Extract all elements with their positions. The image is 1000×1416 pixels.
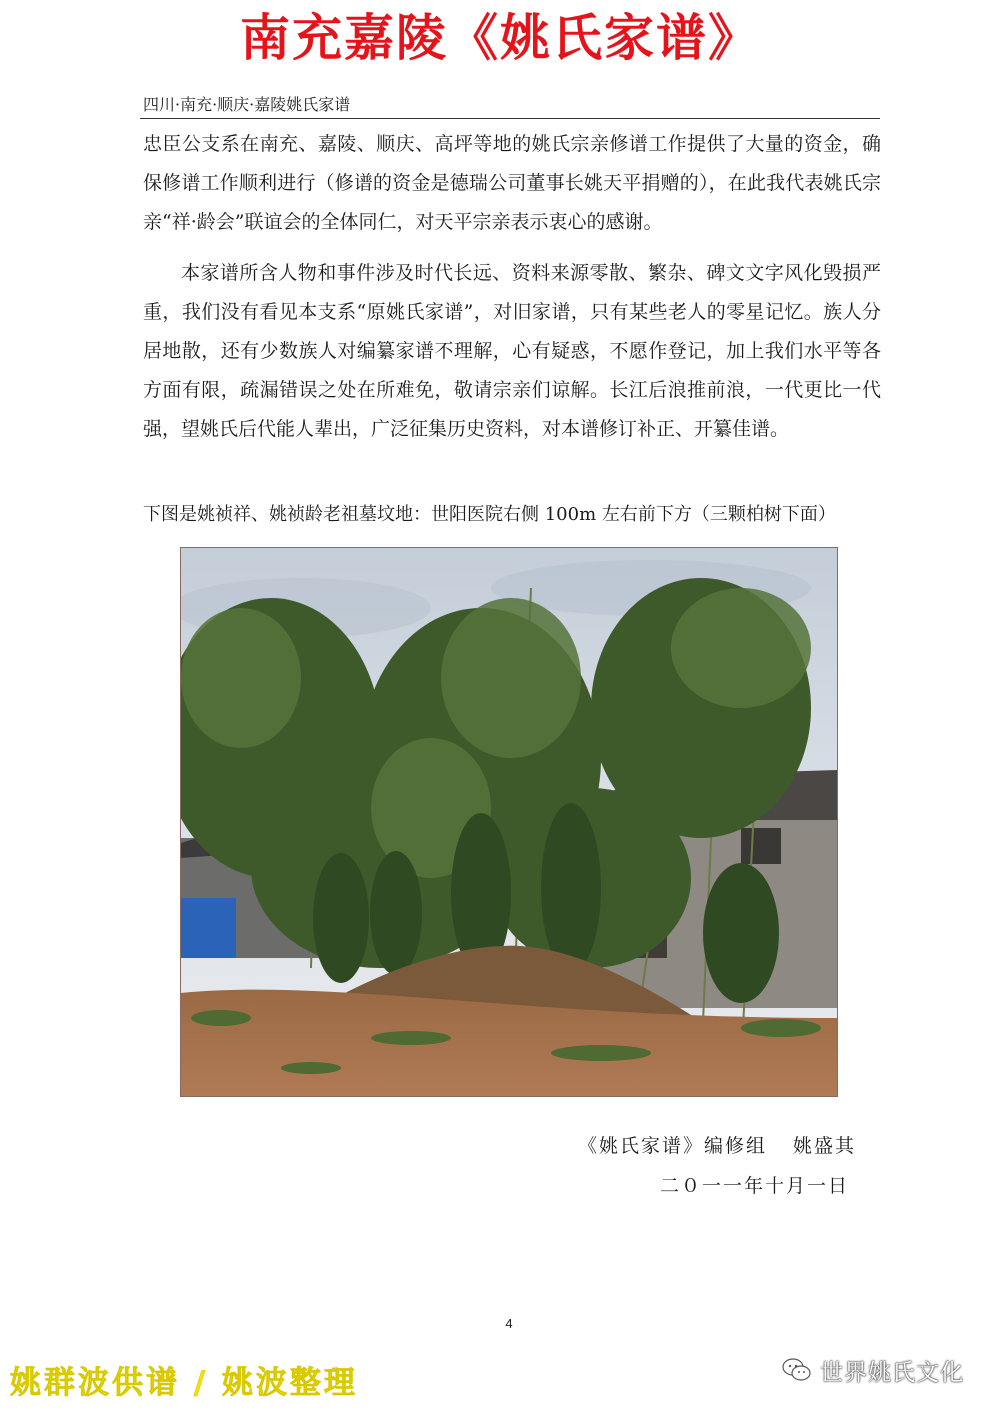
page-number: 4: [505, 1316, 513, 1331]
running-header: 四川·南充·顺庆·嘉陵姚氏家谱: [143, 95, 351, 114]
header-divider: [140, 118, 880, 119]
grave-site-photo: [180, 547, 838, 1097]
account-watermark: [782, 1350, 964, 1390]
document-title: 南充嘉陵《姚氏家谱》: [240, 9, 760, 67]
photo-caption: 下图是姚祯祥、姚祯龄老祖墓坟地：世阳医院右侧 100m 左右前下方（三颗柏树下面）: [143, 504, 836, 525]
body-paragraph-2: 本家谱所含人物和事件涉及时代长远、资料来源零散、繁杂、碑文文字风化毁损严重，我们没有看见本支系“原姚氏家谱”，对旧家谱，只有某些老人的零星记忆。族人分居地散，还有少数族人对编纂家谱不理解，心有疑惑，不愿作登记，加上我们水平等各方面有限，疏漏错误之处在所难免，敬请宗亲们谅解。长江后浪推前浪，一代更比一代强，望姚氏后代能人辈出，广泛征集历史资料，对本谱修订补正、开纂佳谱。: [143, 262, 881, 440]
signature-date: 二０一一年十月一日: [660, 1175, 850, 1197]
contributor-credit: 姚群波供谱 / 姚波整理: [10, 1365, 358, 1401]
editorial-group: 《姚氏家谱》编修组: [578, 1135, 768, 1157]
wechat-icon: [782, 1357, 812, 1383]
body-paragraph-1: 忠臣公支系在南充、嘉陵、顺庆、高坪等地的姚氏宗亲修谱工作提供了大量的资金，确保修谱工作顺利进行（修谱的资金是德瑞公司董事长姚天平捐赠的），在此我代表姚氏宗亲“祥·龄会”联谊会的全体同仁，对天平宗亲表示衷心的感谢。: [143, 133, 881, 233]
account-name: 世界姚氏文化: [820, 1359, 964, 1386]
author-name: 姚盛其: [793, 1135, 857, 1157]
signature-line: [578, 1130, 856, 1162]
